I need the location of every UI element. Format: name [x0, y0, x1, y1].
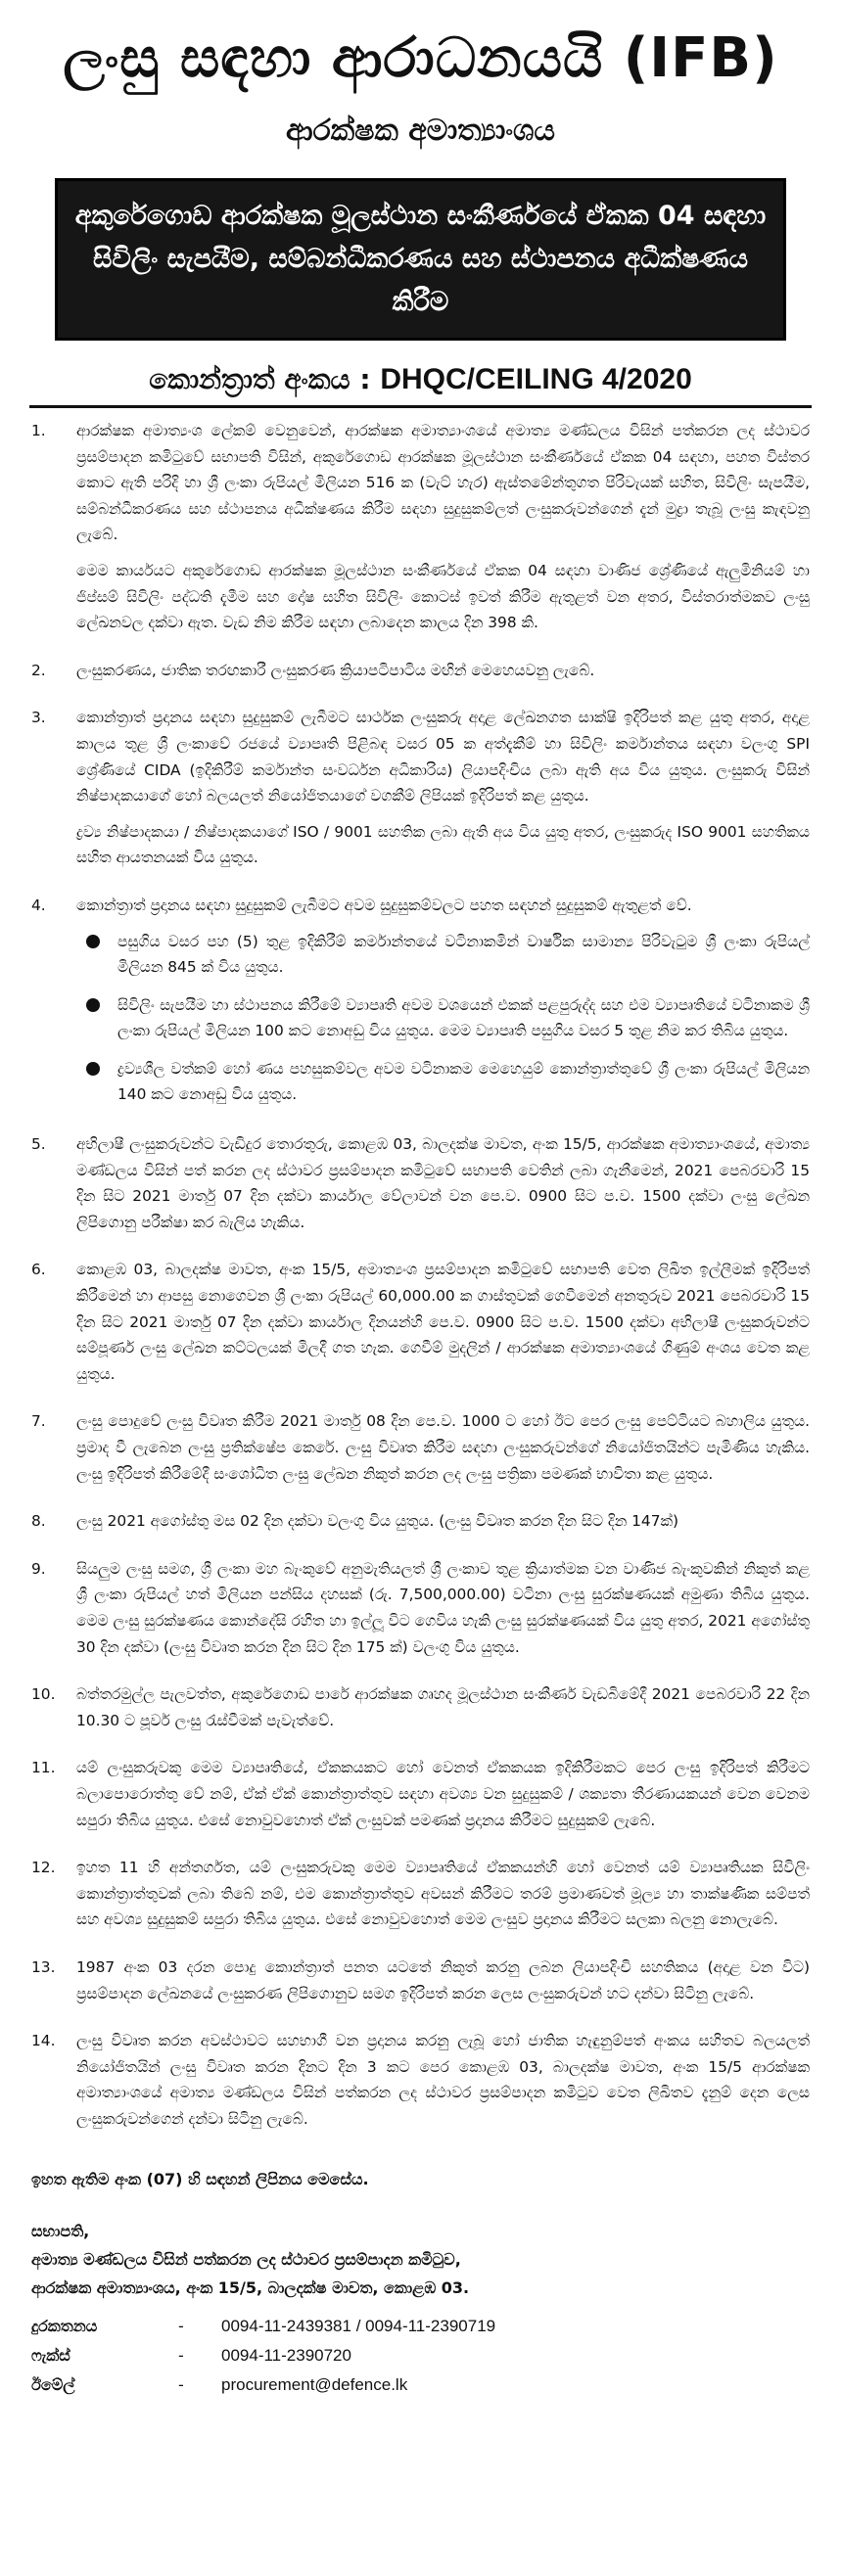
contract-number-line [22, 358, 819, 401]
clause-body [76, 1755, 810, 1843]
clause-paragraph: සියලුම ලංසු සමග, ශ්‍රී ලංකා මහ බැංකුවේ අනුමැතියලත් ශ්‍රී ලංකාව තුළ ක්‍රියාත්මක වන වාණිජ බැංකුවකින් නිකුත් කළ ශ්‍රී ලංකා රුපියල් හත් මිලියන පන්සිය දහසක් (රු. 7,500,000.00) වටිනා ලංසු සුරක්ෂණයක් අමුණා තිබිය යුතුය. මෙම ලංසු සුරක්ෂණය කොන්දේසි රහිත හා ඉල්ලූ විට ගෙවිය හැකි ලංසු සුරක්ෂණයක් විය යුතු අතර, 2021 අගෝස්තු 30 දින දක්වා (ලංසු විවෘත කරන දින සිට දින 175 ක්) වලංගු විය යුතුය. [76, 1559, 810, 1656]
clause-body [76, 1508, 810, 1544]
contact-separator: - [178, 2346, 184, 2366]
clause-number: 11. [31, 1759, 56, 1777]
clause-paragraph: ලංසුකරණය, ජාතික තරඟකාරී ලංසුකරණ ක්‍රියාපටිපාටිය මඟින් මෙහෙයවනු ලැබේ. [76, 661, 595, 679]
clause-number: 4. [31, 896, 46, 914]
clause-number: 10. [31, 1685, 56, 1704]
clause-body [76, 1408, 810, 1496]
clause-number: 5. [31, 1135, 46, 1154]
clause [31, 1755, 810, 1843]
clause-paragraph: ලංසු පොදුවේ ලංසු විවෘත කිරීම 2021 මාර්තු 08 දින පෙ.ව. 1000 ට හෝ ඊට පෙර ලංසු පෙට්ටියට බහාලිය යුතුය. ප්‍රමාද වී ලැබෙන ලංසු ප්‍රතික්ෂේප කෙරේ. ලංසු විවෘත කිරීම සඳහා ලංසුකරුවන්ගේ නියෝජිතයින්ට පැමිණිය හැකිය. ලංසු ඉදිරිපත් කිරීමේදී සංශෝධිත ලංසු ලේඛන නිකුත් කරන ලද ලංසු පත්‍රිකා පමණක් භාවිතා කළ යුතුය. [76, 1412, 810, 1483]
clause [31, 1955, 810, 2016]
clause-body [76, 1681, 810, 1743]
clause-number: 7. [31, 1412, 46, 1431]
requirement-item [76, 992, 810, 1044]
contact-row [31, 2312, 810, 2341]
contact-label: ඊමේල් [31, 2375, 75, 2395]
clause-paragraph: කොන්ත්‍රාත් ප්‍රදානය සඳහා සුදුසුකම් ලැබීමට සාර්ථක ලංසුකරු අදාළ ලේඛනගත සාක්ෂි ඉදිරිපත් කළ යුතු අතර, අදාළ කාලය තුළ ශ්‍රී ලංකාවේ රජයේ ව්‍යාපෘති පිළිබඳ වසර 05 ක අත්දැකීම් හා සිවිලිං කර්මාන්තය සඳහා වලංගු SPI ශ්‍රේණියේ CIDA (ඉදිකිරීම් කර්මාන්ත සංවර්ධන අධිකාරිය) ලියාපදිංචිය ලබා ඇති අය විය යුතුය. ලංසුකරු විසින් නිෂ්පාදකයාගේ හෝ බලයලත් නියෝජිතයාගේ වගකීම් ලිපියක් ඉදිරිපත් කළ යුතුය. [76, 709, 810, 805]
clause [31, 893, 810, 1120]
notice-title: ලංසු සඳහා ආරාධනයයි (IFB) [63, 26, 778, 90]
contract-number: DHQC/CEILING 4/2020 [380, 363, 692, 395]
clause-paragraph: ලංසු විවෘත කරන අවස්ථාවට සහභාගී වන ප්‍රදානය කරනු ලැබූ හෝ ජාතික හැඳුනුම්පත් අංකය සහිතව බලයලත් නියෝජිතයින් ලංසු විවෘත කරන දිනට දින 3 කට පෙර කොළඹ 03, බාලදක්ෂ මාවත, අංක 15/5 ආරක්ෂක අමාත්‍යාංශයේ අමාත්‍ය මණ්ඩලය විසින් පත්කරන ලද ස්ථාවර ප්‍රසම්පාදන කමිටුව වෙත ලිඛිතව දැනුම් දෙන ලෙස ලංසුකරුවන්ගෙන් දන්වා සිටිනු ලැබේ. [76, 2032, 810, 2128]
clause-paragraph: ඉහත 11 හි අන්තර්ගත, යම් ලංසුකරුවකු මෙම ව්‍යාපෘතියේ ඒකකයන්හි හෝ වෙනත් යම් ව්‍යාපෘතියක සිවිලිං කොන්ත්‍රාත්තුවක් ලබා තිබේ නම්, එම කොන්ත්‍රාත්තුව අවසන් කිරීමට තරම් ප්‍රමාණවත් මූල්‍ය හා තාක්ෂණික සම්පත් සහ අවශ්‍ය සුදුසුකම් සපුරා තිබිය යුතුය. එසේ නොවුවහොත් මෙම ලංසුව ප්‍රදානය කිරීමට සලකා බලනු නොලැබේ. [76, 1859, 810, 1929]
contact-label: ෆැක්ස් [31, 2346, 70, 2366]
clause-paragraph: කොළඹ 03, බාලදක්ෂ මාවත, අංක 15/5, අමාත්‍යංශ ප්‍රසම්පාදන කමිටුවේ සභාපති වෙත ලිඛිත ඉල්ලීමක් ඉදිරිපත් කිරීමෙන් හා ආපසු නොගෙවන ශ්‍රී ලංකා රුපියල් 60,000.00 ක ගාස්තුවක් ගෙවීමෙන් අනතුරුව 2021 පෙබරවාරි 15 දින සිට 2021 මාර්තු 07 දින දක්වා කාර්යාල දිනයන්හි පෙ.ව. 0900 සිට ප.ව. 1500 දක්වා අභිලාෂී ලංසුකරුවන්ට සම්පූර්ණ ලංසු ලේඛන කට්ටලයක් මිලදී ගත හැක. ගෙවීම් මුදලින් / ආරක්ෂක අමාත්‍යාංශයේ ගිණුම් අංශය වෙත කළ යුතුය. [76, 1261, 810, 1383]
clause-paragraph: 1987 අංක 03 දරන පොදු කොන්ත්‍රාත් පනත යටතේ නිකුත් කරනු ලබන ලියාපදිංචි සහතිකය (අදාළ වන විට) ප්‍රසම්පාදන ලේඛනයේ ලංසුකරණ ලිපිගොනුව සමග ඉදිරිපත් කරන ලෙස ලංසුකරුවන් හට දන්වා සිටිනු ලැබේ. [76, 1957, 810, 2002]
clause-body [76, 1955, 810, 2016]
clause-number: 1. [31, 422, 46, 439]
clause-paragraph: ලංසු 2021 අගෝස්තු මස 02 දින දක්වා වලංගු විය යුතුය. (ලංසු විවෘත කරන දින සිට දින 147ක්) [76, 1512, 679, 1531]
clause-body [76, 1556, 810, 1670]
address-intro: ඉහත ඇතිම අංක (07) හි සඳහන් ලිපිනය මෙසේය. [31, 2170, 369, 2189]
committee-name: අමාත්‍ය මණ්ඩලය විසින් පත්කරන ලද ස්ථාවර ප්‍රසම්පාදන කමිටුව, [31, 2250, 461, 2270]
divider [29, 405, 812, 408]
contact-row [31, 2370, 810, 2400]
bullet-icon [86, 1062, 100, 1076]
clause [31, 1556, 810, 1670]
clause-body [76, 2028, 810, 2141]
requirement-list [76, 929, 810, 1109]
clause-body [76, 658, 810, 694]
clause-number: 6. [31, 1261, 46, 1279]
email-link[interactable]: procurement@defence.lk [221, 2375, 408, 2395]
requirement-text: සිවිලිං සැපයීම හා ස්ථාපනය කිරීමේ ව්‍යාපෘති අවම වශයෙන් එකක් පළපුරුද්ද සහ එම ව්‍යාපෘතියේ වටිනාකම ශ්‍රී ලංකා රුපියල් මිලියන 100 කට නොඅඩු විය යුතුය. මෙම ව්‍යාපෘති පසුගිය වසර 5 තුළ නිම කර තිබිය යුතුය. [117, 995, 810, 1040]
ministry-name: ආරක්ෂක අමාත්‍යාංශය [286, 114, 555, 148]
clause-number: 14. [31, 2032, 56, 2050]
contract-label: කොන්ත්‍රාත් අංකය : [149, 363, 371, 395]
clause-paragraph: යම් ලංසුකරුවකු මෙම ව්‍යාපෘතියේ, ඒකකයකට හෝ වෙනත් ඒකකයක ඉදිකිරීමකට පෙර ලංසු ඉදිරිපත් කිරීමට බලාපොරොත්තු වේ නම්, ඒක් ඒක් කොන්ත්‍රාත්තුව සඳහා අවශ්‍ය වන සුදුසුකම් / ශක්‍යතා තීරණායකයන් වෙන වෙනම සපුරා තිබිය යුතුය. එසේ නොවුවහොත් ඒක් ලංසුවක් පමණක් ප්‍රදානය කිරීමට සුදුසුකම් ලැබේ. [76, 1759, 810, 1829]
contact-row [31, 2341, 810, 2370]
clause-body [76, 705, 810, 881]
contact-value: 0094-11-2439381 / 0094-11-2390719 [221, 2317, 496, 2336]
clause-body [76, 1131, 810, 1245]
signatory-title: සභාපති, [31, 2222, 90, 2241]
clause-paragraph: අභිලාෂී ලංසුකරුවන්ට වැඩිදුර තොරතුරු, කොළඹ 03, බාලදක්ෂ මාවත, අංක 15/5, ආරක්ෂක අමාත්‍යාංශයේ, අමාත්‍ය මණ්ඩලය විසින් පත් කරන ලද ස්ථාවර ප්‍රසම්පාදන කමිටුවේ සභාපති වෙතින් ලබා ගැනීමෙන්, 2021 පෙබරවාරි 15 දින සිට 2021 මාර්තු 07 දින දක්වා කාර්යාල වේලාවන් වන පෙ.ව. 0900 සිට ප.ව. 1500 දක්වා ලංසු ලේඛන ලිපිගොනු පරීක්ෂා කර බැලිය හැකිය. [76, 1135, 810, 1231]
requirement-item [76, 1056, 810, 1108]
bullet-icon [86, 935, 100, 948]
clause [31, 1508, 810, 1544]
clause [31, 418, 810, 646]
clause-body [76, 893, 810, 1120]
clause-paragraph: කොන්ත්‍රාත් ප්‍රදානය සඳහා සුදුසුකම් ලැබීමට අවම සුදුසුකම්වලට පහත සඳහන් සුදුසුකම් ඇතුළත් වේ. [76, 896, 692, 914]
clause [31, 2028, 810, 2141]
clause-number: 3. [31, 709, 46, 727]
clause-paragraph: බත්තරමුල්ල පැලවත්ත, අකුරේගොඩ පාරේ ආරක්ෂක ගෘහද මූලස්ථාන සංකීර්ණ වැඩබිමේදී 2021 පෙබරවාරි 22 දින 10.30 ට පූර්ව ලංසු රැස්වීමක් පැවැත්වේ. [76, 1685, 810, 1729]
banner-line-2: සිවිලිං සැපයීම, සම්බන්ධීකරණය සහ ස්ථාපනය අධීක්ෂණය කිරීම [92, 244, 749, 317]
clause-number: 12. [31, 1859, 56, 1877]
requirement-text: ද්‍රව්‍යශීල වත්කම් හෝ ණය පහසුකම්වල අවම වටිනාකම මෙහෙයුම් කොන්ත්‍රාත්තුවේ ශ්‍රී ලංකා රුපියල් මිලියන 140 කට නොඅඩු විය යුතුය. [117, 1059, 810, 1104]
contact-value: 0094-11-2390720 [221, 2346, 351, 2366]
contact-separator: - [178, 2375, 184, 2395]
clause-paragraph: ද්‍රව්‍ය නිෂ්පාදකයා / නිෂ්පාදකයාගේ ISO / 9001 සහතික ලබා ඇති අය විය යුතු අතර, ලංසුකරුද ISO 9001 සහතිකය සහිත ආයතනයක් විය යුතුය. [76, 822, 810, 867]
requirement-item [76, 929, 810, 981]
clause-number: 2. [31, 661, 46, 679]
banner-line-1: අකුරේගොඩ ආරක්ෂක මූලස්ථාන සංකීර්ණයේ ඒකක 04 සඳහා [74, 201, 767, 231]
clause-body [76, 1257, 810, 1397]
project-banner [55, 178, 786, 341]
contact-separator: - [178, 2317, 184, 2336]
contact-list [31, 2312, 810, 2400]
bullet-icon [86, 998, 100, 1012]
clause [31, 1131, 810, 1245]
requirement-text: පසුගිය වසර පහ (5) තුළ ඉදිකිරීම් කර්මාන්තයේ වටිනාකමින් වාර්ෂික සාමාන්‍ය පිරිවැටුම ශ්‍රී ලංකා රුපියල් මිලියන 845 ක් විය යුතුය. [117, 932, 810, 977]
clause [31, 1408, 810, 1496]
clause-number: 13. [31, 1957, 56, 1976]
clause-paragraph: ආරක්ෂක අමාත්‍යංශ ලේකම් වෙනුවෙන්, ආරක්ෂක අමාත්‍යාංශයේ අමාත්‍ය මණ්ඩලය විසින් පත්කරන ලද ස්ථාවර ප්‍රසම්පාදන කමිටුවේ සභාපති විසින්, අකුරේගොඩ ආරක්ෂක මූලස්ථාන සංකීර්ණයේ ඒකක 04 සඳහා, පහත විස්තර කොට ඇති පරිදි හා ශ්‍රී ලංකා රුපියල් මිලියන 516 ක (වැට් හැර) ඇස්තමේන්තුගත පිරිවැයක් සහිත, සිවිලිං සැපයීම, සම්බන්ධීකරණය සහ ස්ථාපනය අධීක්ෂණය කිරීම සඳහා සුදුසුකම්ලත් ලංසුකරුවන්ගෙන් දැන් මුද්‍රා තැබූ ලංසු කැඳවනු ලැබේ. [76, 422, 810, 544]
clause-number: 8. [31, 1512, 46, 1531]
clause [31, 1681, 810, 1743]
clause [31, 705, 810, 881]
contact-label: දුරකතනය [31, 2317, 98, 2336]
clause-paragraph: මෙම කාර්යයට අකුරේගොඩ ආරක්ෂක මූලස්ථාන සංකීර්ණයේ ඒකක 04 සඳහා වාණිජ ශ්‍රේණියේ ඇලුමිනියම් හා ජිප්සම් සිවිලිං පද්ධති දැමීම සහ දෝෂ සහිත සිවිලිං කොටස් ඉවත් කිරීම ඇතුළත් වන අතර, විස්තරාත්මකව ලංසු ලේඛනවල දක්වා ඇත. වැඩ නිම කිරීම සඳහා ලබාදෙන කාලය දින 398 කි. [76, 561, 810, 632]
clause [31, 1257, 810, 1397]
clause-body [76, 1855, 810, 1943]
clause [31, 1855, 810, 1943]
clause-list [22, 418, 819, 2141]
clause-body [76, 418, 810, 646]
committee-address: ආරක්ෂක අමාත්‍යාංශය, අංක 15/5, බාලදක්ෂ මාවත, කොළඹ 03. [31, 2278, 470, 2298]
signature-block [31, 2165, 810, 2400]
clause [31, 658, 810, 694]
clause-number: 9. [31, 1559, 46, 1578]
